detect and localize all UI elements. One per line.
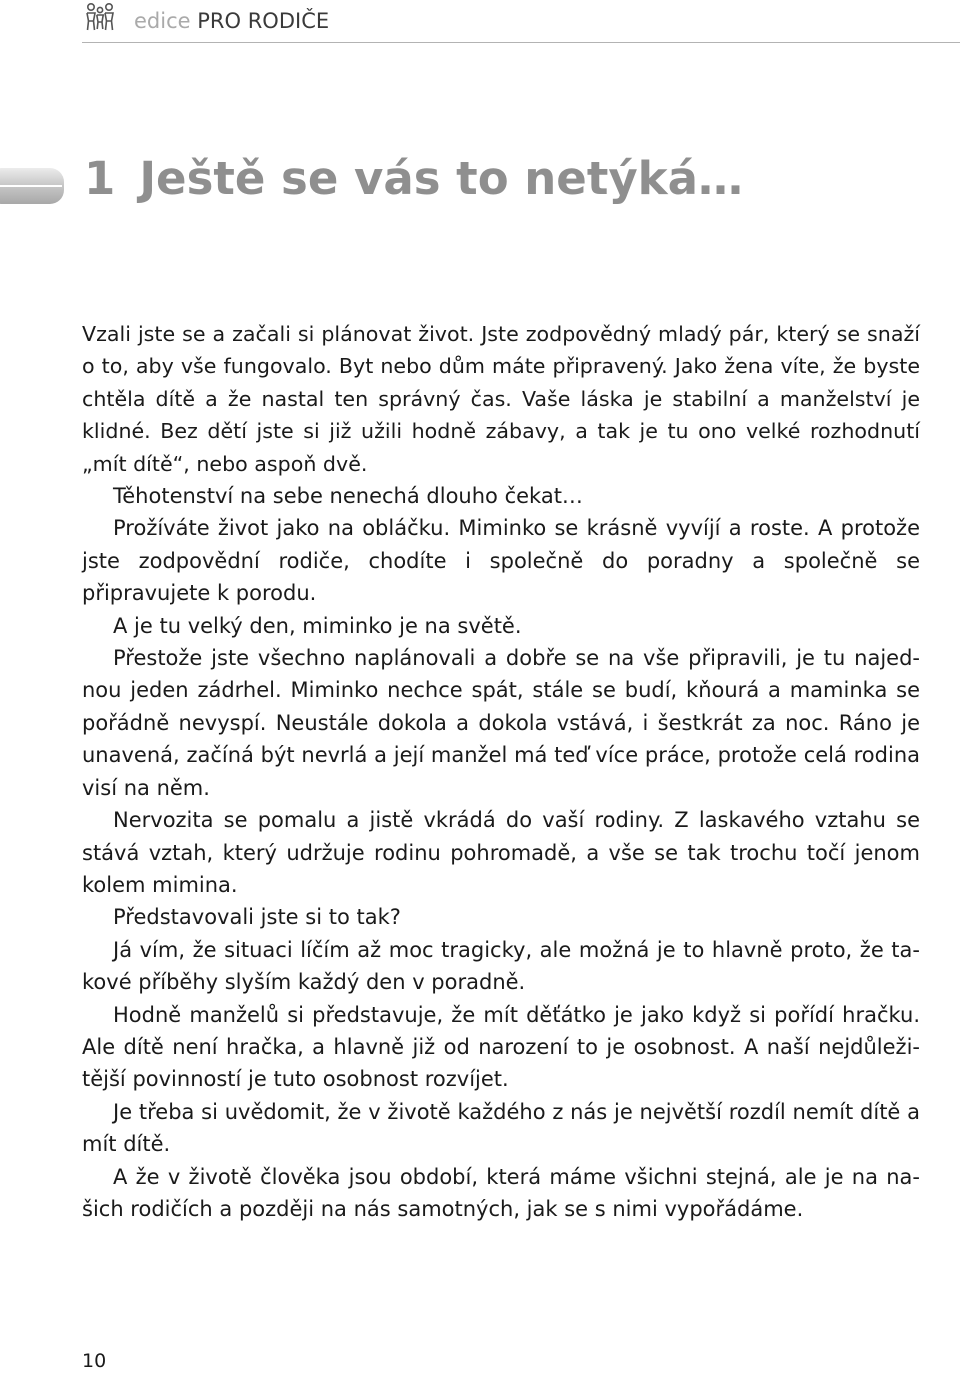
paragraph: Je třeba si uvědomit, že v životě každého z nás je největší rozdíl nemít dítě a mít dítě. xyxy=(82,1099,920,1157)
paragraph: A je tu velký den, miminko je na světě. xyxy=(113,613,522,638)
paragraph: Já vím, že situaci líčím až moc tragicky, ale možná je to hlavně proto, že takové příběhy slyším každý den v poradně. xyxy=(82,937,920,995)
series-name: PRO RODIČE xyxy=(197,9,330,33)
series-prefix: edice xyxy=(134,9,191,33)
family-figures-icon xyxy=(84,2,116,32)
series-title xyxy=(134,11,329,32)
paragraph: Vzali jste se a začali si plánovat život. Jste zodpovědný mladý pár, který se snaží o to, aby vše fungovalo. Byt nebo dům máte připravený. Jako žena víte, že byste chtěla dítě a že nastal ten správný čas. Vaše láska je stabilní a manželství je klidné. Bez dětí jste si již užili hodně zábavy, a tak je tu ono velké rozhodnutí „mít dítě“, nebo aspoň dvě. xyxy=(82,322,920,476)
paragraph: Těhotenství na sebe nenechá dlouho čekat… xyxy=(113,484,583,509)
paragraph: Hodně manželů si představuje, že mít děťátko je jako když si pořídí hračku. Ale dítě není hračka, a hlavně již od narození to je osobnost. A naší nejdůležitější povinností je tuto osobnost rozvíjet. xyxy=(82,1002,920,1092)
paragraph: Přestože jste všechno naplánovali a dobře se na vše připravili, je tu najednou jeden zádrhel. Miminko nechce spát, stále se budí, kňourá a maminka se pořádně nevyspí. Neustále dokola a dokola vstává, i šestkrát za noc. Ráno je unavená, začíná být nevrlá a její manžel má teď více práce, protože celá rodina visí na něm. xyxy=(82,646,920,800)
chapter-number: 1 xyxy=(84,152,116,205)
paragraph: Prožíváte život jako na obláčku. Miminko se krásně vyvíjí a roste. A protože jste zodpovědní rodiče, chodíte i společně do poradny a společně se připravujete k porodu. xyxy=(82,516,920,606)
page-number: 10 xyxy=(82,1350,107,1372)
paragraph: A že v životě člověka jsou období, která máme všichni stejná, ale je na našich rodičích a později na nás samotných, jak se s nimi vypořádáme. xyxy=(82,1164,920,1221)
chapter-title xyxy=(84,152,743,206)
paragraph: Nervozita se pomalu a jistě vkrádá do vaší rodiny. Z laskavého vztahu se stává vztah, který udržuje rodinu pohromadě, a vše se tak trochu točí jenom kolem mimina. xyxy=(82,808,920,897)
chapter-body xyxy=(82,318,920,1225)
chapter-title-text: Ještě se vás to netýká… xyxy=(139,152,743,205)
chapter-tab-marker xyxy=(0,166,66,206)
paragraph: Představovali jste si to tak? xyxy=(113,905,401,930)
running-header xyxy=(82,0,960,43)
